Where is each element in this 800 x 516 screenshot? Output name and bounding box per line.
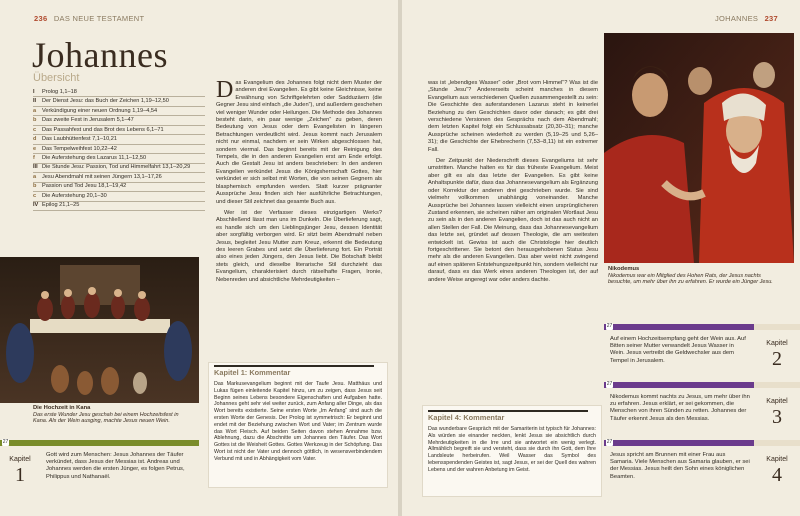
chapter-4-commentary-text: Das wunderbare Gespräch mit der Samariterin ist typisch für Johannes: Als würden sie einander neckten, lenkt Jesus sie absichtlich durch Mehrdeutigkeiten in die Irre und sie antwortet ein wenig verlegt. Allmählich begreift sie und versteht, dass sie durch ihn Gott, dem Ihre Landsleute herbeirufen. Weil Wasser das Symbol des lebensspendenden Geistes ist, sagt Jesus, er sei der Quell des wahren Lebens und der wahren Anbetung im Geist.: [428, 426, 596, 473]
toc-bullet: IV: [33, 202, 39, 209]
table-of-contents: [33, 88, 205, 211]
wedding-at-cana-painting: [0, 257, 199, 403]
toc-text: Das Tempelweihfest 10,22–42: [42, 145, 117, 152]
left-photo-caption: [33, 405, 193, 425]
toc-item: [33, 88, 205, 97]
chapter-box-4: [604, 440, 800, 496]
nicodemus-painting: [604, 33, 794, 263]
chapter-box-1: [0, 440, 199, 496]
chapter-summary: Nikodemus kommt nachts zu Jesus, um mehr über ihn zu erfahren. Jesus erklärt, er sei gekommen, die Menschen von ihren Sünden zu retten. Johannes der Täufer erkennt Jesus als den Messias.: [610, 394, 750, 422]
left-page: [0, 0, 398, 516]
chapter-1-digit: 1: [15, 464, 25, 486]
toc-bullet: c: [33, 192, 37, 199]
toc-item: [33, 107, 205, 116]
right-running-title: JOHANNES: [714, 14, 759, 23]
chapter-number-icon: 27: [606, 439, 613, 445]
left-running-head: [34, 14, 144, 23]
drop-cap: D: [216, 77, 234, 103]
toc-item: [33, 164, 205, 173]
chapter-1-number-icon: 27: [2, 439, 9, 445]
right-paragraph-1: was ist „lebendiges Wasser“ oder „Brot vom Himmel“? Was ist die „Stunde Jesu“? Andererseits scheint manches in diesem Evangelium aus verschiedenen Quellen zusammengestellt zu sein: Die Geschichte des auferstandenen Lazarus steht in keinerlei Beziehung zu den Geschichten davor oder danach; es gibt drei verschiedene Versionen des Gesprächs nach dem Abendmahl; dem letzten Kapitel folgt ein Schlussabsatz (20,30–31); manche Aussprüche scheinen wiederholt zu werden (5,19–25 und 5,26–31); die Geschichte der Ehebrecherin (7,53–8,11) ist ein extremer Fall.: [428, 80, 598, 153]
chapter-1-commentary-text: Das Markusevangelium beginnt mit der Taufe Jesu. Matthäus und Lukas fügen einleitende Kapitel hinzu, um zu zeigen, dass Jesus seit Beginn seines Lebens besondere Eigenschaften und Aufgaben hatte. Johannes geht sehr viel weiter zurück, zum Anfang aller Dinge, als das Wort bereits existierte. Seine ersten Worte „Im Anfang“ sind auch die ersten Worte der Genesis. Der Prolog ist symmetrisch: Er beginnt und endet mit der Beziehung zwischen Wort und Vater; im Zentrum wurde das Wort Fleisch. Auf beiden Seiten davon stehen Annahme bzw. Ablehnung, dazu die Abschnitte um Johannes den Täufer. Das Wort Gottes ist die Weisheit Gottes. Gottes Werkzeug in der Schöpfung. Das Wort ist nicht der Vater und dennoch göttlich, in wesensverbindendem Verbund mit und in Abhängigkeit vom Vater.: [214, 381, 382, 462]
chapter-box-3: [604, 382, 800, 438]
chapter-summary: Auf einem Hochzeitsempfang geht der Wein aus. Auf Bitten seiner Mutter verwandelt Jesus Wasser in Wein. Jesus vertreibt die Geldwechsler aus dem Tempel in Jerusalem.: [610, 336, 746, 364]
chapter-4-commentary-heading: Kapitel 4: Kommentar: [428, 413, 504, 422]
left-running-title: DAS NEUE TESTAMENT: [53, 14, 145, 23]
toc-text: Das Laubhüttenfest 7,1–10,21: [42, 136, 117, 143]
toc-item: [33, 183, 205, 192]
toc-bullet: e: [33, 145, 37, 152]
chapter-number-icon: 27: [606, 381, 613, 387]
right-column: [428, 80, 598, 288]
chapter-label: Kapitel: [766, 398, 788, 405]
intro-paragraph-2: Wer ist der Verfasser dieses einzigartigen Werks? Abschließend lässt man uns im Dunkeln. Die Überlieferung sagt, es handle sich um den Lieblingsjünger Jesu, dessen Identität aber sorgfältig verborgen wird. Er sitzt beim Abendmahl neben Jesus, begleitet Jesu Mutter zum Kreuz, erkennt die Bedeutung des leeren Grabes und setzt die Überlieferung fort. Ein Porträt also eines jeden Jüngers, den Jesus liebt. Die Botschaft bleibt stets gleich, und dieselbe literarische Stil durchzieht das Evangelium, charakterisiert durch rätselhafte Fragen, Ironie, Nebenreden und absichtliche Mehrdeutigkeiten –: [216, 209, 382, 283]
toc-item: [33, 192, 205, 201]
toc-bullet: a: [33, 173, 37, 180]
toc-bullet: a: [33, 107, 37, 114]
intro-column: [216, 77, 382, 288]
toc-bullet: f: [33, 154, 35, 161]
toc-text: Der Dienst Jesu: das Buch der Zeichen 1,19–12,50: [42, 98, 169, 105]
chapter-digit: 4: [772, 464, 782, 486]
chapter-label: Kapitel: [766, 340, 788, 347]
chapter-label: Kapitel: [766, 456, 788, 463]
right-paragraph-2: Der Zeitpunkt der Niederschrift dieses Evangeliums ist sehr umstritten. Manche halten es für das früheste Evangelium. Meist aber gilt es als das letzte der Evangelien. Es gibt keine Anhaltspunkte dafür, dass das Johannesevangelium als Ergänzung oder Korrektur der anderen drei geschrieben wurde. Sie sind vielmehr vollkommen unabhängig voneinander. Manche Aussprüche bei Johannes lassen vielleicht einen ursprünglicheren Zustand erkennen, sie scheinen näher am originalen Wortlaut Jesu zu sein als in den anderen Evangelien, doch ist das auch nicht an allen Stellen der Fall. Die Meinung, dass das Johannesevangelium das letzte sei, gründet auf dessen Theologie, die am weitesten entwickelt ist. Gewiss ist auch die Christologie hier deutlich fortgeschrittener. Sie betont den herausgehobenen Status Jesu mehr als die anderen Evangelien. Das aber weist nicht zwingend auf einen späteren Entstehungszeitpunkt hin, sondern vielleicht nur darauf, dass es das Werk eines anderen Theologen ist, der auf andere Weise angeregt war oder anders dachte.: [428, 158, 598, 283]
toc-bullet: I: [33, 88, 35, 95]
book-title: Johannes: [32, 35, 168, 75]
painting-illustration: [0, 257, 199, 403]
toc-text: Verkündigung einer neuen Ordnung 1,19–4,54: [42, 107, 158, 114]
toc-text: Epilog 21,1–25: [42, 202, 80, 209]
toc-text: Die Auferstehung 20,1–30: [42, 192, 107, 199]
right-running-head: [715, 14, 778, 23]
chapter-1-summary: Gott wird zum Menschen: Jesus Johannes der Täufer verkündet, dass Jesus der Messias ist. Andreas und Johannes werden die ersten Jünger, es folgen Petrus, Philippus und Nathanaël.: [46, 452, 185, 480]
toc-item: [33, 145, 205, 154]
toc-bullet: d: [33, 136, 37, 143]
toc-item: [33, 135, 205, 144]
toc-item: [33, 173, 205, 182]
toc-bullet: c: [33, 126, 37, 133]
chapter-digit: 3: [772, 406, 782, 428]
toc-text: Das Passahfest und das Brot des Lebens 6,1–71: [42, 126, 164, 133]
toc-bullet: III: [33, 164, 38, 171]
chapter-number-icon: 27: [606, 323, 613, 329]
toc-bullet: b: [33, 183, 37, 190]
toc-text: Prolog 1,1–18: [42, 88, 77, 95]
intro-paragraph-1: as Evangelium des Johannes folgt nicht dem Muster der anderen drei Evangelien. Es gibt keine Gleichnisse, keine Erwähnung von Schriftgelehrten oder Sadduzäern (die Gegner Jesu sind einfach „die Juden“), und außerdem geschehen viel weniger Wunder oder Heilungen. Die Methode des Johannes besteht darin, ein paar wenige „Zeichen“ zu geben, deren Bedeutung von Jesus oder dem Evangelisten in längeren Betrachtungen verdeutlicht wird. Jesus kommt nach Jerusalem nicht nur einmal, nachdem er sein Wirken abgeschlossen hat, sondern viermal. Das beginnt bereits mit der Reinigung des Tempels, die in den anderen Evangelien erst am Ende erfolgt. Auch die Gestalt Jesu ist anders beschrieben: In den anderen Evangelien verkündet Jesus die Königsherrschaft Gottes, hier verkündet er sich selbst mit Worten, die von seinen Gegnern als blasphemisch empfunden werden. Statt kurzer prägnanter Aussprüche Jesu finden sich hier ausführliche Betrachtungen, und dieser Stil zeichnet das gesamte Buch aus.: [216, 80, 382, 205]
chapter-1-label: Kapitel: [9, 456, 31, 463]
chapter-box-2: [604, 324, 800, 380]
chapter-summary: Jesus spricht am Brunnen mit einer Frau aus Samaria. Viele Menschen aus Samaria glauben, er sei der Messias. Jesus heilt den Sohn eines königlichen Beamten.: [610, 452, 750, 480]
toc-item: [33, 202, 205, 211]
toc-text: Die Stunde Jesu: Passion, Tod und Himmelfahrt 13,1–20,29: [42, 164, 191, 171]
right-caption-title: Nikodemus: [608, 266, 640, 272]
overview-subtitle: Übersicht: [33, 72, 80, 84]
left-caption-text: Das erste Wunder Jesu geschah bei einem Hochzeitsfest in Kana. Als der Wein ausging, machte Jesus neuen Wein.: [33, 411, 179, 425]
toc-bullet: b: [33, 117, 37, 124]
toc-text: Das zweite Fest in Jerusalem 5,1–47: [42, 117, 134, 124]
toc-item: [33, 116, 205, 125]
toc-item: [33, 154, 205, 163]
chapter-digit: 2: [772, 348, 782, 370]
right-page-number: 237: [764, 14, 778, 23]
toc-text: Jesu Abendmahl mit seinen Jüngern 13,1–17,26: [42, 173, 162, 180]
toc-text: Passion und Tod Jesu 18,1–19,42: [42, 183, 127, 190]
painting-illustration-right: [604, 33, 794, 263]
left-page-number: 236: [34, 14, 48, 23]
toc-text: Die Auferstehung des Lazarus 11,1–12,50: [42, 154, 147, 161]
toc-bullet: II: [33, 98, 37, 105]
right-caption-text: Nikodemus war ein Mitglied des Hohen Rats, der Jesus nachts besuchte, um mehr über ihn zu erfahren. Er wurde ein Jünger Jesu.: [608, 272, 773, 286]
toc-item: [33, 126, 205, 135]
toc-item: [33, 97, 205, 106]
right-photo-caption: [608, 266, 778, 286]
left-caption-title: Die Hochzeit in Kana: [33, 405, 91, 411]
chapter-1-commentary-heading: Kapitel 1: Kommentar: [214, 368, 290, 377]
